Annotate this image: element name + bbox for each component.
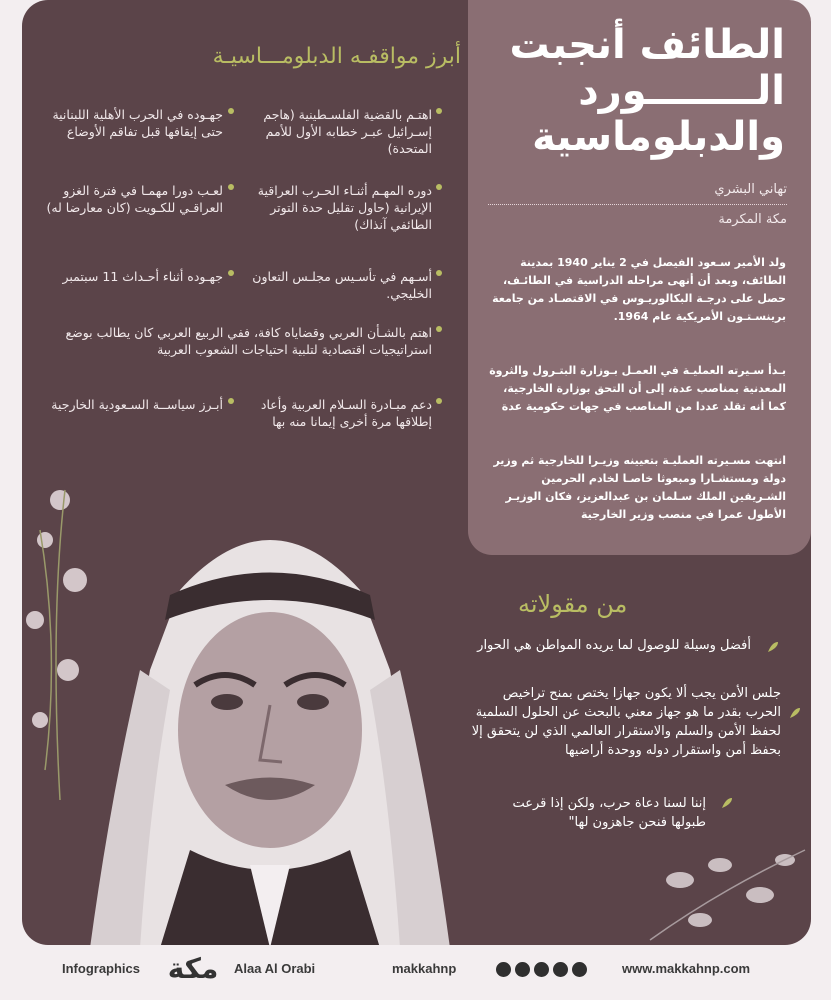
bullet <box>436 270 442 276</box>
quote-line: طبولها فنحن جاهزون لها" <box>568 815 706 830</box>
positions-title: أبرز مواقفـه الدبلومـــاسيـة <box>212 44 461 69</box>
designer-name: Alaa Al Orabi <box>234 961 316 976</box>
bio-paragraph-1: ولد الأمير سـعود الفيصل في 2 يناير 1940 بمدينة الطائف، وبعد أن أنهى مراحله الدراسية في الطائـف، حصل على درجـة البكالوريـوس في الاقتصـاد من جامعة برينسـتـون الأمريكية عام 1964. <box>492 256 786 323</box>
youtube-icon[interactable] <box>515 962 530 977</box>
leaf-icon <box>766 640 780 654</box>
leaf-icon <box>788 706 802 720</box>
facebook-icon[interactable] <box>496 962 511 977</box>
infographics-label: Infographics <box>62 961 141 976</box>
position-item: لعـب دورا مهمـا في فترة الغزو العراقـي للكـويت (كان معارضا له) <box>46 183 223 215</box>
position-item: أسـهم في تأسـيس مجلـس التعاون الخليجي. <box>252 269 432 301</box>
quote-2 <box>361 684 781 760</box>
bio-paragraph-2: بـدأ سـيرته العمليـة في العمـل بـوزارة البتـرول والثروة المعدنية بمناصب عدة، إلى أن التحق بوزارة الخارجية، كما أنه تقلد عددا من المناصب في جهات حكومية عدة <box>489 364 786 413</box>
bullet <box>436 184 442 190</box>
bullet <box>436 108 442 114</box>
bullet <box>228 108 234 114</box>
quote-line: أفضل وسيلة للوصول لما يريده المواطن هي الحوار <box>477 638 751 653</box>
bullet <box>228 270 234 276</box>
telegram-icon[interactable] <box>572 962 587 977</box>
quotes-title: من مقولاته <box>518 590 628 618</box>
position-item: دعم مبـادرة السـلام العربية وأعاد إطلاقها مرة أخرى إيمانا منه بها <box>260 397 432 429</box>
position-item: جهـوده في الحرب الأهلية اللبنانية حتى إيقافها قبل تفاقم الأوضاع <box>52 107 223 139</box>
quote-line: لحفظ الأمن والسلم والاستقرار العالمي الذي لن يتحقق إلا <box>471 724 781 739</box>
logo-text: مكة <box>167 952 219 985</box>
bio-paragraph-3: انتهت مسـيرته العمليـة بتعيينه وزيـرا للخارجية ثم وزير دولة ومستشـارا ومبعوثا خاصـا لخادم الحرمين الشـريفين الملك سـلمان بن عبدالعزيز، فكان الوزيـر الأطول عمرا في منصب وزير الخارجية <box>493 454 786 521</box>
quote-3 <box>406 794 706 832</box>
title-line-3: والدبلوماسية <box>532 114 785 160</box>
divider <box>488 204 787 205</box>
quote-line: جلس الأمن يجب ألا يكون جهازا يختص بمنح تراخيص <box>502 686 781 701</box>
position-item: جهـوده أثناء أحـداث 11 سبتمبر <box>62 269 223 284</box>
quote-line: بحفظ أمن واستقرار دوله ووحدة أراضيها <box>564 743 781 758</box>
bullet <box>436 326 442 332</box>
position-item: اهتـم بالقضية الفلسـطينية (هاجم إسـرائيل عبـر خطابه الأول للأمم المتحدة) <box>263 107 432 156</box>
website-link[interactable]: www.makkahnp.com <box>622 961 751 976</box>
position-item: دوره المهـم أثنـاء الحـرب العراقية الإيرانية (حاول تقليل حدة التوتر الطائفي آنذاك) <box>257 183 432 232</box>
city-name: مكة المكرمة <box>718 212 787 227</box>
position-item: اهتم بالشـأن العربي وقضاياه كافة، ففي الربيع العربي كان يطالب بوضع استراتيجيات اقتصادية لتلبية احتياجات الشعوب العربية <box>65 325 432 357</box>
page-title <box>485 22 785 160</box>
quote-line: إننا لسنا دعاة حرب، ولكن إذا قرعت <box>512 796 706 811</box>
instagram-icon[interactable] <box>534 962 549 977</box>
bullet <box>228 398 234 404</box>
title-line-1: الطائف أنجبت <box>509 22 785 68</box>
bullet <box>228 184 234 190</box>
leaf-icon <box>720 796 734 810</box>
position-item: أبـرز سياســة السـعودية الخارجية <box>51 397 223 412</box>
author-name: تهاني البشري <box>714 182 787 197</box>
quote-line: الحرب بقدر ما هو جهاز معني بالبحث عن الحلول السلمية <box>475 705 781 720</box>
twitter-icon[interactable] <box>553 962 568 977</box>
flowers-decoration <box>640 840 810 945</box>
handle[interactable]: makkahnp <box>392 961 457 976</box>
title-line-2: الــــــــورد <box>578 68 785 114</box>
bullet <box>436 398 442 404</box>
quote-1 <box>331 636 751 655</box>
makkah-logo <box>163 951 223 991</box>
